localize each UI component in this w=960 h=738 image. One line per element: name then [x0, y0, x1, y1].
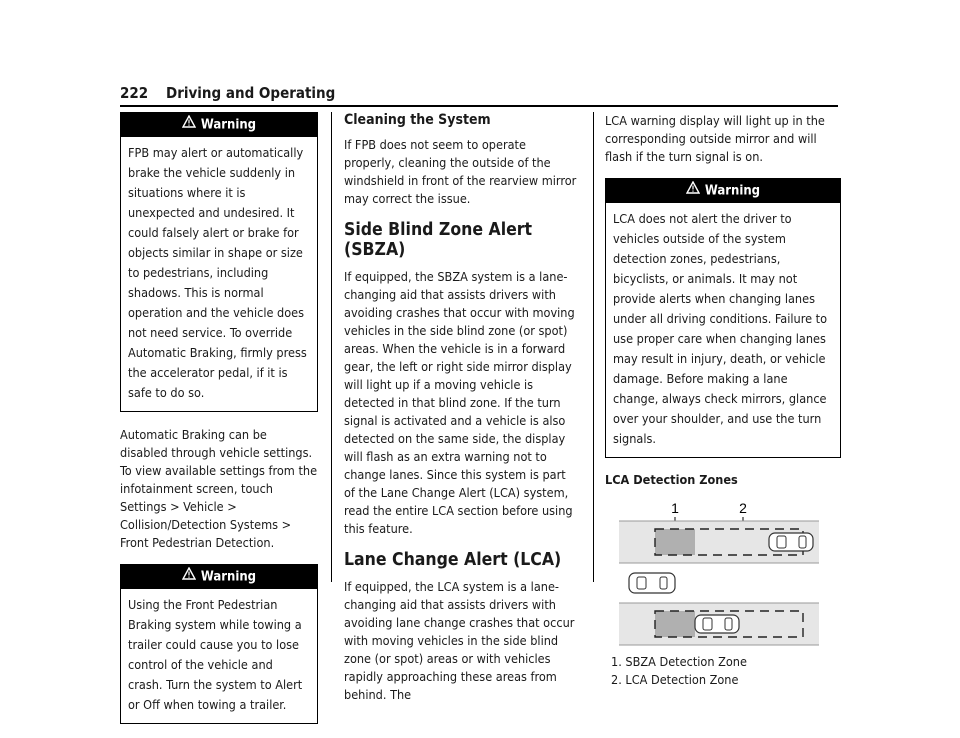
heading-cleaning: Cleaning the System: [344, 112, 491, 128]
column-2: [344, 112, 580, 716]
heading-lca: Lane Change Alert (LCA): [344, 550, 562, 570]
paragraph-sbza: If equipped, the SBZA system is a lane-changing aid that assists drivers with avoiding crashes that occur with moving vehicles in the side blind zone (or spot) areas. When the vehicle is in a forward gear, the left or right side mirror display will light up if a moving vehicle is detected in that blind zone. If the turn signal is activated and a vehicle is also detected on the same side, the display will flash as an extra warning not to change lanes. Since this system is part of the Lane Change Alert (LCA) system, read the entire LCA section before using this feature.: [344, 269, 575, 536]
caption-item: 1. SBZA Detection Zone: [611, 654, 747, 669]
warning-triangle-icon: [686, 179, 700, 203]
warning-title: Warning: [704, 183, 761, 199]
figure-label-2: 2: [739, 500, 747, 516]
page-number: 222: [120, 84, 149, 102]
column-1: [120, 112, 318, 738]
warning-triangle-icon: [182, 113, 196, 137]
paragraph-lca: If equipped, the LCA system is a lane-changing aid that assists drivers with avoiding lane change crashes that occur with moving vehicles in the side blind zone (or spot) areas or with vehicles rapidly approaching these areas from behind. The: [344, 579, 575, 702]
section-title: Driving and Operating: [166, 84, 336, 102]
figure-captions: [605, 653, 841, 689]
heading-sbza: Side Blind Zone Alert (SBZA): [344, 220, 533, 260]
paragraph-automatic-braking: Automatic Braking can be disabled through vehicle settings. To view available settings from the infotainment screen, touch Settings > Vehicle > Collision/Detection Systems > Front Pedestrian Detection.: [120, 427, 318, 550]
warning-text: LCA does not alert the driver to vehicles outside of the system detection zones, pedestrians, bicyclists, or animals. It may not provide alerts when changing lanes under all driving conditions. Failure to use proper care when changing lanes may result in injury, death, or vehicle damage. Before making a lane change, always check mirrors, glance over your shoulder, and use the turn signals.: [613, 211, 828, 446]
page-header: [120, 84, 838, 104]
warning-title: Warning: [200, 569, 257, 585]
paragraph-lca-continued: LCA warning display will light up in the corresponding outside mirror and will flash if the turn signal is on.: [605, 113, 825, 164]
column-3: [605, 112, 841, 689]
car-icon: [695, 615, 739, 633]
warning-box-lca: [605, 178, 841, 458]
car-icon: [769, 533, 813, 551]
sbza-zone-shade: [655, 529, 695, 555]
lca-detection-zones-figure: [619, 493, 829, 653]
column-divider: [593, 112, 594, 582]
warning-bar: [121, 565, 317, 589]
column-divider: [331, 112, 332, 582]
host-car-icon: [629, 573, 675, 593]
warning-title: Warning: [200, 117, 257, 133]
sbza-zone-shade: [655, 611, 695, 637]
caption-item: 2. LCA Detection Zone: [611, 672, 739, 687]
paragraph-cleaning: If FPB does not seem to operate properly, cleaning the outside of the windshield in front of the rearview mirror may correct the issue.: [344, 137, 577, 206]
warning-text: FPB may alert or automatically brake the vehicle suddenly in situations where it is unexpected and undesired. It could falsely alert or brake for objects similar in shape or size to pedestrians, including shadows. This is normal operation and the vehicle does not need service. To override Automatic Braking, firmly press the accelerator pedal, if it is safe to do so.: [128, 145, 307, 400]
warning-box-fpb: [120, 112, 318, 412]
header-rule: [120, 105, 838, 107]
warning-text: Using the Front Pedestrian Braking system while towing a trailer could cause you to lose control of the vehicle and crash. Turn the system to Alert or Off when towing a trailer.: [128, 597, 303, 712]
warning-triangle-icon: [182, 565, 196, 589]
warning-box-towing: [120, 564, 318, 724]
figure-label-1: 1: [671, 500, 679, 516]
heading-lca-zones: LCA Detection Zones: [605, 472, 738, 487]
warning-bar: [121, 113, 317, 137]
warning-bar: [606, 179, 840, 203]
